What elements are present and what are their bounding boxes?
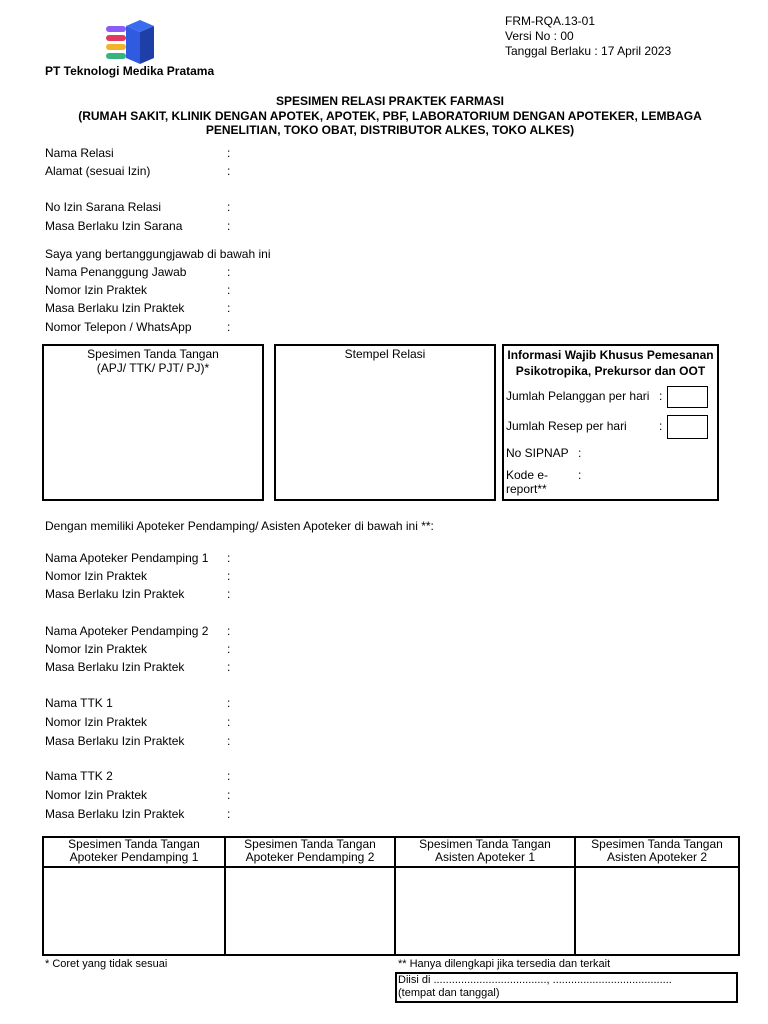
pelanggan-label: Jumlah Pelanggan per hari [506,389,650,403]
diisi-di-line: Diisi di ....................................., ....................................... [398,974,672,986]
masa-izin-1-colon: : [227,587,231,601]
sipnap-label: No SIPNAP [506,446,569,460]
telepon-label: Nomor Telepon / WhatsApp [45,320,192,334]
spesimen-ttd-box[interactable] [42,344,264,501]
form-code: FRM-RQA.13-01 [505,14,596,28]
nomor-izin-ttk-2-colon: : [227,788,231,802]
masa-izin-2-colon: : [227,660,231,674]
masa-izin-sarana-label: Masa Berlaku Izin Sarana [45,219,183,233]
masa-izin-pj-colon: : [227,301,231,315]
nama-apoteker-1-label: Nama Apoteker Pendamping 1 [45,551,209,565]
spesimen-ttd-title-line1: Spesimen Tanda Tangan [87,347,219,361]
signature-table [42,836,740,956]
version-number: Versi No : 00 [505,29,574,43]
sig-header-2 [225,837,395,867]
spesimen-ttd-title [44,347,262,375]
sig-header-1 [43,837,225,867]
sig-header-2-line2: Apoteker Pendamping 2 [245,850,375,864]
no-izin-sarana-colon: : [227,200,231,214]
title-line-3: PENELITIAN, TOKO OBAT, DISTRIBUTOR ALKES, TOKO ALKES) [205,123,575,137]
nama-apoteker-2-label: Nama Apoteker Pendamping 2 [45,624,209,638]
effective-date: Tanggal Berlaku : 17 April 2023 [505,44,672,58]
sig-header-3-line2: Asisten Apoteker 1 [434,850,536,864]
nomor-izin-2-label: Nomor Izin Praktek [45,642,148,656]
company-logo-icon [104,20,154,64]
resep-colon: : [659,419,663,433]
signature-area-4[interactable] [575,867,739,955]
spesimen-ttd-title-line2: (APJ/ TTK/ PJT/ PJ)* [96,361,210,375]
kode-ereport-label [506,468,548,496]
resep-label: Jumlah Resep per hari [506,419,627,433]
masa-izin-ttk-2-colon: : [227,807,231,821]
nama-pj-label: Nama Penanggung Jawab [45,265,187,279]
nama-ttk-2-colon: : [227,769,231,783]
nama-apoteker-2-colon: : [227,624,231,638]
sipnap-colon: : [578,446,582,460]
info-wajib-box [502,344,719,501]
signature-area-2[interactable] [225,867,395,955]
nama-pj-colon: : [227,265,231,279]
sig-header-4-line1: Spesimen Tanda Tangan [591,837,723,851]
nama-ttk-1-label: Nama TTK 1 [45,696,113,710]
info-wajib-title-line2: Psikotropika, Prekursor dan OOT [515,364,706,378]
title-line-1: SPESIMEN RELASI PRAKTEK FARMASI [275,94,505,108]
sig-header-4-line2: Asisten Apoteker 2 [606,850,708,864]
pendamping-intro: Dengan memiliki Apoteker Pendamping/ Asisten Apoteker di bawah ini **: [45,519,434,533]
nomor-izin-pj-label: Nomor Izin Praktek [45,283,148,297]
nomor-izin-ttk-1-label: Nomor Izin Praktek [45,715,148,729]
nomor-izin-2-colon: : [227,642,231,656]
masa-izin-pj-label: Masa Berlaku Izin Praktek [45,301,185,315]
sig-header-3-line1: Spesimen Tanda Tangan [419,837,551,851]
document-info [505,14,671,59]
signature-area-3[interactable] [395,867,575,955]
sig-header-1-line2: Apoteker Pendamping 1 [69,850,199,864]
stempel-relasi-box[interactable] [274,344,496,501]
alamat-label: Alamat (sesuai Izin) [45,164,151,178]
nomor-izin-ttk-2-label: Nomor Izin Praktek [45,788,148,802]
telepon-colon: : [227,320,231,334]
nomor-izin-1-colon: : [227,569,231,583]
nama-apoteker-1-colon: : [227,551,231,565]
nomor-izin-1-label: Nomor Izin Praktek [45,569,148,583]
alamat-colon: : [227,164,231,178]
nama-relasi-label: Nama Relasi [45,146,114,160]
nama-ttk-1-colon: : [227,696,231,710]
nama-ttk-2-label: Nama TTK 2 [45,769,113,783]
kode-ereport-line1: Kode e- [506,468,549,482]
sig-header-2-line1: Spesimen Tanda Tangan [244,837,376,851]
sig-header-1-line1: Spesimen Tanda Tangan [68,837,200,851]
masa-izin-ttk-1-colon: : [227,734,231,748]
footnote-coret: * Coret yang tidak sesuai [45,958,168,970]
no-izin-sarana-label: No Izin Sarana Relasi [45,200,162,214]
resep-input[interactable] [667,415,708,439]
masa-izin-ttk-2-label: Masa Berlaku Izin Praktek [45,807,185,821]
info-wajib-title [504,347,717,379]
form-title [60,94,720,138]
masa-izin-2-label: Masa Berlaku Izin Praktek [45,660,185,674]
kode-ereport-colon: : [578,468,582,482]
masa-izin-sarana-colon: : [227,219,231,233]
title-line-2: (RUMAH SAKIT, KLINIK DENGAN APOTEK, APOTEK, PBF, LABORATORIUM DENGAN APOTEKER, LEMBAGA [78,108,702,123]
tempat-tanggal-label: (tempat dan tanggal) [398,987,500,999]
masa-izin-1-label: Masa Berlaku Izin Praktek [45,587,185,601]
kode-ereport-line2: report** [506,482,547,496]
masa-izin-ttk-1-label: Masa Berlaku Izin Praktek [45,734,185,748]
footnote-hanya: ** Hanya dilengkapi jika tersedia dan terkait [398,958,611,970]
sig-header-4 [575,837,739,867]
stempel-relasi-title: Stempel Relasi [344,347,426,361]
info-wajib-title-line1: Informasi Wajib Khusus Pemesanan [507,348,714,362]
sig-header-3 [395,837,575,867]
tempat-tanggal-box[interactable] [395,972,738,1003]
pelanggan-colon: : [659,389,663,403]
nomor-izin-ttk-1-colon: : [227,715,231,729]
signature-area-1[interactable] [43,867,225,955]
nama-relasi-colon: : [227,146,231,160]
pj-intro: Saya yang bertanggungjawab di bawah ini [45,247,271,261]
company-name: PT Teknologi Medika Pratama [45,64,215,78]
nomor-izin-pj-colon: : [227,283,231,297]
pelanggan-input[interactable] [667,386,708,408]
